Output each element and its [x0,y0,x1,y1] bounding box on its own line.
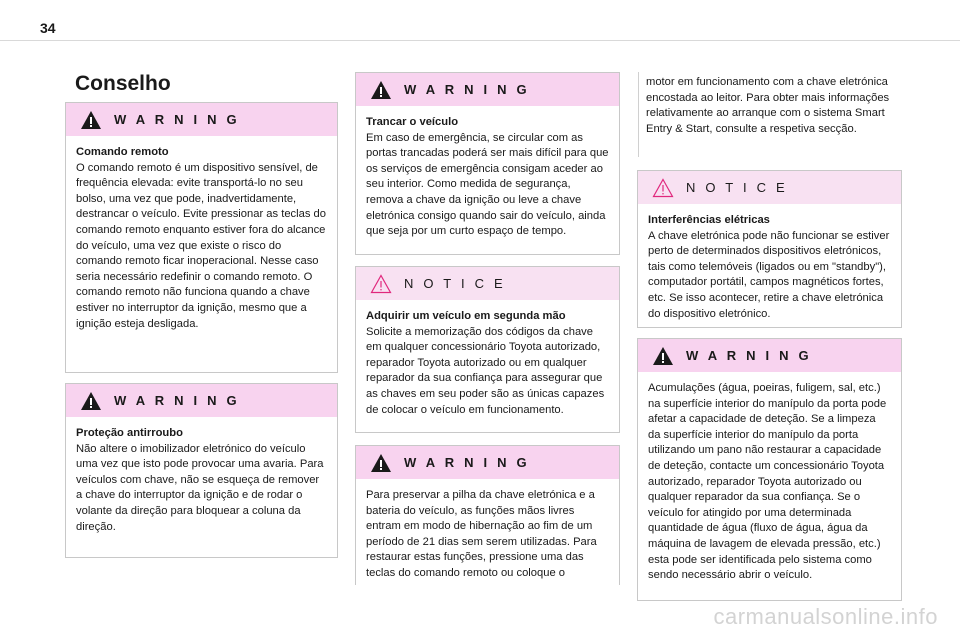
warning-box-door-handle [637,338,902,601]
box-text: Não altere o imobilizador eletrónico do veículo uma vez que isto pode provocar uma avaria. Para veículos com chave, não se esqueça de remover a chave do interruptor da ignição e de rodar o volante da direção para bloquear a coluna da direção. [76,442,324,533]
notice-box-interference [637,170,902,328]
section-title: Conselho [75,72,171,95]
notice-header [356,267,619,300]
warning-label: W A R N I N G [404,82,530,97]
column-divider [638,72,639,157]
box-text: Para preservar a pilha da chave eletrónica e a bateria do veículo, as funções mãos livres entram em modo de hibernação ao fim de um período de 21 dias sem serem utilizadas. Para restaurar estas funções, pressione uma das teclas do comando remoto ou coloque o [366,489,597,579]
notice-header [638,171,901,204]
warning-label: W A R N I N G [404,455,530,470]
box-text: Acumulações (água, poeiras, fuligem, sal, etc.) na superfície interior do manípulo da porta pode afetar a capacidade de deteção. Se a limpeza da superfície interior do manípulo da porta utilizando um pano não restaurar a capacidade de deteção, contacte um concessionário Toyota autorizado, reparador Toyota autorizado ou qualquer reparador da sua confiança. Se o veículo for atingido por uma determinada quantidade de água (fluxo de água, água da máquina de lavagem de elevada pressão, etc.) esta pode ser identificada pelo sistema como sendo necessário abrir o veículo. [648,382,887,582]
box-text: A chave eletrónica pode não funcionar se estiver perto de determinados dispositivos eletrónicos, tais como telemóveis (ligados ou em "standby"), computador portátil, campos magnéticos fortes, etc. Se isso acontecer, retire a chave eletrónica do dispositivo eletrónico. [648,229,890,320]
notice-triangle-icon [370,274,392,294]
notice-triangle-icon [652,178,674,198]
box-title: Interferências elétricas [648,214,770,226]
notice-label: N O T I C E [404,276,506,291]
warning-label: W A R N I N G [114,112,240,127]
warning-header [66,384,337,417]
box-text: Solicite a memorização dos códigos da chave em qualquer concessionário Toyota autorizado, reparador Toyota autorizado ou em qualquer reparador da sua confiança para assegurar que as chaves em seu poder são as únicas capazes de colocar o veículo em funcionamento. [366,325,605,416]
warning-triangle-icon [652,346,674,366]
warning-header [638,339,901,372]
box-title: Adquirir um veículo em segunda mão [366,310,566,322]
box-title: Trancar o veículo [366,116,459,128]
warning-triangle-icon [80,391,102,411]
notice-label: N O T I C E [686,180,788,195]
warning-label: W A R N I N G [686,348,812,363]
warning-label: W A R N I N G [114,393,240,408]
page-number: 34 [40,20,56,36]
header-divider [0,40,960,41]
warning-header [66,103,337,136]
box-text: O comando remoto é um dispositivo sensível, de frequência elevada: evite transportá-lo no seu bolso, uma vez que pode, inadvertidamente, destrancar o veículo. Evite pressionar as teclas do comando remoto enquanto estiver fora do alcance do veículo, uma vez que existe o risco do comando remoto ficar inoperacional. Nesse caso seria necessário redefinir o comando remoto. O comando remoto não funciona quando a chave estiver no interruptor da ignição, mesmo que a ignição esteja desligada. [76,161,326,330]
warning-triangle-icon [370,80,392,100]
box-text: Em caso de emergência, se circular com as portas trancadas poderá ser mais difícil para que os serviços de emergência consigam aceder ao seu interior. Como medida de segurança, remova a chave da ignição ou leve a chave eletrónica consigo quando sair do veículo, ainda que seja por um curto espaço de tempo. [366,131,609,238]
box-title: Proteção antirroubo [76,427,183,439]
box-title: Comando remoto [76,146,169,158]
continuation-paragraph: motor em funcionamento com a chave eletrónica encostada ao leitor. Para obter mais informações relativamente ao arranque com o sistema Smart Entry & Start, consulte a respetiva secção. [646,76,890,135]
warning-header [356,446,619,479]
continuation-text [646,75,908,137]
warning-triangle-icon [80,110,102,130]
notice-box-used-vehicle [355,266,620,433]
warning-triangle-icon [370,453,392,473]
watermark: carmanualsonline.info [713,604,938,629]
warning-box-remote-control [65,102,338,373]
warning-header [356,73,619,106]
warning-box-hibernation [355,445,620,585]
warning-box-lock-vehicle [355,72,620,255]
warning-box-anti-theft [65,383,338,558]
